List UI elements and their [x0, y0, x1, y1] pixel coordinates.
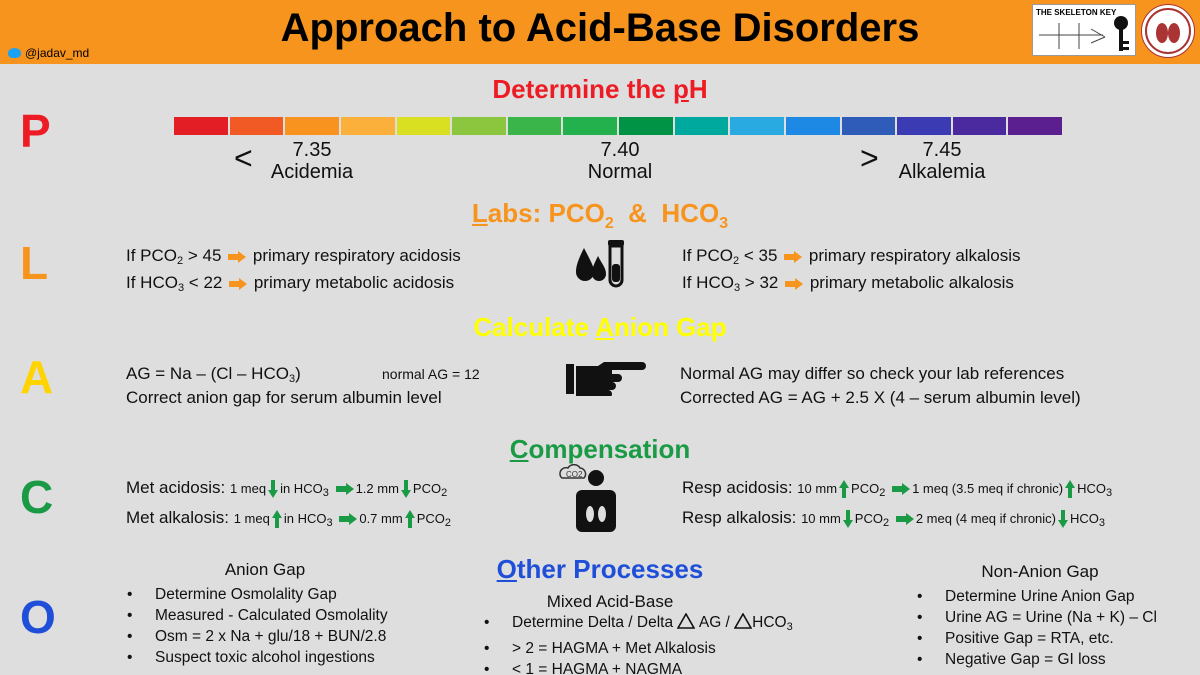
mixed-acid-base-list: [482, 612, 793, 675]
greater-than-symbol: >: [860, 140, 879, 176]
arrow-up-icon: [272, 510, 282, 528]
ph-scale-segment: [730, 117, 784, 135]
ph-scale-segment: [452, 117, 506, 135]
skeleton-key-logo: [1032, 4, 1136, 56]
ph-scale-segment: [953, 117, 1007, 135]
co2-cloud-label: CO2: [566, 470, 583, 479]
arrow-right-icon: [785, 278, 803, 290]
letter-c: C: [20, 471, 54, 523]
mixed-acid-base-title: Mixed Acid-Base: [546, 592, 674, 611]
letter-l: L: [20, 237, 49, 289]
list-item: • Urine AG = Urine (Na + K) – Cl: [915, 607, 1157, 628]
comp-resp-alkalosis: Resp alkalosis: 10 mm $PCO_2$ 2 meq (4 meq if chronic) $HCO_3$: [682, 508, 1106, 529]
arrow-right-icon: [896, 513, 914, 525]
non-anion-gap-title: Non-Anion Gap: [981, 562, 1099, 581]
skeleton-key-diagram: [1033, 5, 1137, 57]
ph-scale-segment: [786, 117, 840, 135]
ph-scale-segment: [842, 117, 896, 135]
ph-scale-segment: [1008, 117, 1062, 135]
ph-high-value: 7.45: [922, 139, 962, 161]
ag-correct-albumin: Correct anion gap for serum albumin level: [126, 388, 442, 407]
list-item: • Positive Gap = RTA, etc.: [915, 628, 1157, 649]
twitter-icon: [8, 48, 21, 58]
comp-resp-acidosis: Resp acidosis: 10 mm $PCO_2$ 1 meq (3.5 meq if chronic) $HCO_3$: [682, 478, 1113, 499]
labs-section-title: Labs: $PCO_2$ & $HCO_3$: [471, 198, 729, 233]
list-item: • Measured - Calculated Osmolality: [125, 605, 388, 626]
ph-scale-segment: [230, 117, 284, 135]
twitter-handle-text: @jadav_md: [25, 46, 90, 60]
arrow-up-icon: [839, 480, 849, 498]
ph-high-label: Alkalemia: [898, 161, 986, 183]
ph-scale-segment: [563, 117, 617, 135]
less-than-symbol: <: [234, 140, 253, 176]
list-item: • > 2 = HAGMA + Met Alkalosis: [482, 638, 793, 659]
labs-right-row-2: If $HCO_3 > 32$ primary metabolic alkalosis: [682, 273, 1014, 294]
ph-scale-segment: [397, 117, 451, 135]
list-item: • Osm = 2 x Na + glu/18 + BUN/2.8: [125, 626, 388, 647]
delta-icon: [734, 613, 752, 629]
letter-p: P: [20, 105, 51, 157]
list-item: • < 1 = HAGMA + NAGMA: [482, 659, 793, 675]
arrow-right-icon: [339, 513, 357, 525]
page-title: Approach to Acid-Base Disorders: [280, 6, 920, 50]
list-item: • Determine Osmolality Gap: [125, 584, 388, 605]
ph-mid-label: Normal: [587, 161, 653, 183]
arrow-down-icon: [1058, 510, 1068, 528]
comp-met-acidosis: Met acidosis: 1 meq in $HCO_3$ 1.2 mm $PCO_2$: [126, 478, 448, 499]
arrow-right-icon: [784, 251, 802, 263]
delta-icon: [677, 613, 695, 629]
ag-formula: AG = Na – $(Cl - HCO_3)$: [126, 364, 301, 385]
arrow-right-icon: [229, 278, 247, 290]
twitter-handle[interactable]: [8, 46, 89, 60]
anion-gap-column-title: Anion Gap: [224, 560, 306, 579]
compensation-section-title: Compensation: [509, 434, 691, 464]
ag-lab-note: Normal AG may differ so check your lab references: [680, 364, 1065, 383]
ph-scale-segment: [675, 117, 729, 135]
labs-right-row-1: If $PCO_2 < 35$ primary respiratory alkalosis: [682, 246, 1021, 267]
anion-gap-list: [125, 584, 388, 668]
ph-alkalemia: [882, 139, 1002, 183]
ag-corrected-formula: Corrected AG = AG + 2.5 X (4 – serum albumin level): [680, 388, 1081, 407]
nephrology-logo: [1141, 4, 1195, 58]
comp-met-alkalosis: Met alkalosis: 1 meq in $HCO_3$ 0.7 mm $PCO_2$: [126, 508, 451, 529]
pointing-hand-icon: [566, 356, 646, 396]
ph-scale-segment: [619, 117, 673, 135]
ph-scale-segment: [174, 117, 228, 135]
blood-test-tube-icon: [572, 236, 628, 292]
list-item: • Determine Urine Anion Gap: [915, 586, 1157, 607]
ph-mid-value: 7.40: [600, 139, 640, 161]
arrow-right-icon: [228, 251, 246, 263]
ph-scale-segment: [285, 117, 339, 135]
list-item: • Negative Gap = GI loss: [915, 649, 1157, 670]
list-item: • Determine Delta / Delta AG / $HCO_3$: [482, 612, 793, 638]
list-item: • Suspect toxic alcohol ingestions: [125, 647, 388, 668]
ph-scale-segment: [508, 117, 562, 135]
ph-section-title: Determine the pH: [492, 74, 708, 104]
ph-acidemia: [252, 139, 372, 183]
arrow-down-icon: [843, 510, 853, 528]
arrow-down-icon: [268, 480, 278, 498]
labs-left-row-1: If $PCO_2 > 45$ primary respiratory acidosis: [126, 246, 461, 267]
letter-o: O: [20, 591, 56, 643]
ag-normal-value: normal AG = 12: [382, 366, 480, 382]
ph-normal: [560, 139, 680, 183]
logo-text: THE SKELETON KEY: [1036, 8, 1117, 17]
arrow-right-icon: [336, 483, 354, 495]
ph-low-value: 7.35: [292, 139, 332, 161]
kidney-icon: [1142, 5, 1196, 59]
non-anion-gap-list: [915, 586, 1157, 670]
ph-scale-segment: [341, 117, 395, 135]
other-processes-title: Other Processes: [496, 554, 704, 584]
anion-gap-section-title: Calculate Anion Gap: [473, 312, 727, 342]
ph-color-scale: [174, 117, 1062, 135]
arrow-up-icon: [1065, 480, 1075, 498]
ph-scale-segment: [897, 117, 951, 135]
letter-a: A: [20, 351, 54, 403]
ph-low-label: Acidemia: [270, 161, 354, 183]
labs-left-row-2: If $HCO_3 < 22$ primary metabolic acidosis: [126, 273, 455, 294]
arrow-up-icon: [405, 510, 415, 528]
arrow-down-icon: [401, 480, 411, 498]
arrow-right-icon: [892, 483, 910, 495]
